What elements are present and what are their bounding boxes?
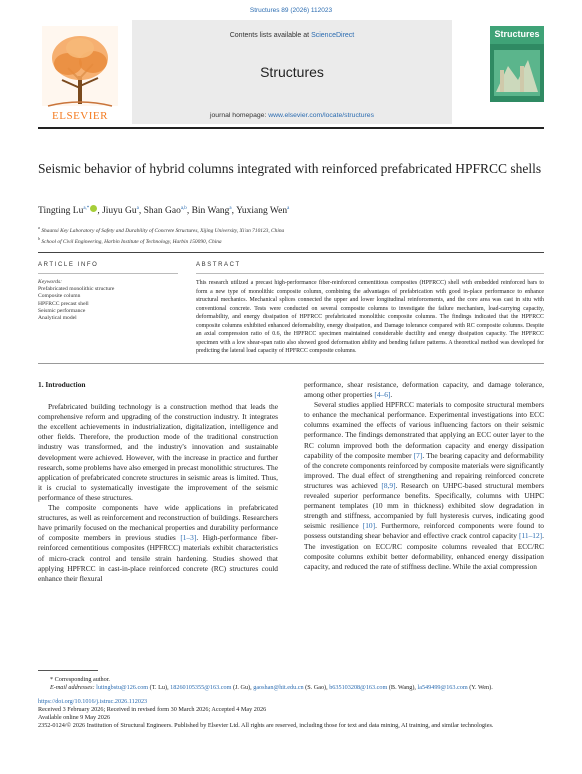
doi-link[interactable]: https://doi.org/10.1016/j.istruc.2026.112023 [38, 698, 148, 705]
author[interactable] [144, 206, 187, 216]
elsevier-wordmark: ELSEVIER [52, 110, 108, 122]
journal-reference[interactable]: Structures 89 (2026) 112023 [249, 7, 333, 14]
affiliation-label: b [38, 235, 40, 241]
email-link[interactable]: b635103208@163.com [329, 684, 388, 691]
author-affiliation-mark[interactable]: a [229, 205, 232, 211]
citation-link[interactable]: [7] [413, 450, 423, 460]
affiliation-text: Shaanxi Key Laboratory of Safety and Durability of Concrete Structures, Xijing University, Xi'an 710123, China [41, 227, 285, 234]
author-name: Shan Gao [143, 206, 181, 216]
paragraph-text: . Furthermore, reinforced components were found to possess outstanding shear behavior and effective crack control capacity [304, 521, 544, 541]
citation-link[interactable]: [10] [362, 521, 376, 531]
citation-link[interactable]: [4–6] [374, 390, 391, 400]
abstract-rule [196, 273, 544, 274]
affiliation-item [38, 235, 544, 246]
abstract-bottom-rule [38, 363, 544, 364]
paragraph-text: . [390, 390, 393, 400]
affiliation-text: School of Civil Engineering, Harbin Institute of Technology, Harbin 150090, China [41, 238, 222, 245]
article-info-rule [38, 273, 178, 274]
contents-prefix: Contents lists available at [229, 32, 312, 39]
author-name: Tingting Lu [38, 206, 84, 216]
email-owner: (Y. Wen). [467, 684, 493, 691]
abstract-text: This research utilized a precast high-performance fiber-reinforced cementitious composites (HPFRCC) shell with embedded reinforced bars to form a new type of monolithic composite column, combining the advantages of prefabrication with good in-place performance to enhance structural mechanics. Mechanical splices connected the upper and lower longitudinal reinforcements, and the core area was cast in situ with conventional concrete. Tests were conducted on several composite columns to investigate the failure mechanism, load-carrying capacity, deformability, and energy dissipation of HPFRCC prefabricated monolithic composite columns. The findings indicated that the HPFRCC composite columns exhibited enhanced deformability, energy dissipation, and Damage tolerance compared with RC composite columns. Despite an axial compression ratio of 0.6, the HPFRCC specimen maintained considerable ductility and energy dissipation capacity. The HPFRCC specimen with a low shear-span ratio also showed good deformation ability and bending failure patterns. A theoretical method was developed for predicting the lateral load capacity of HPFRCC composite columns. [196, 280, 544, 354]
paragraph-text: Several studies applied HPFRCC materials to composite structural members to enhance the mechanical performance. Experimental investigations into ECC columns examined the effects of various influencing factors on their seismic performance. The findings demonstrated that applying an ECC outer layer to the RC column improved both the deformation capacity and energy dissipation capability of the composite member [304, 400, 544, 460]
orcid-icon[interactable] [90, 205, 97, 212]
author-affiliation-mark[interactable]: a [287, 205, 290, 211]
affiliations [38, 224, 544, 246]
paragraph-text: . High-performance fiber-reinforced cementitious composites (HPFRCC) materials exhibit characteristics of micro-crack control and tensile strain hardening. Studies showed that applying HPFRCC in cast-in-place reinforced concrete (RC) structures could enhance their flexural [38, 533, 279, 583]
contents-box [132, 20, 452, 124]
paragraph-text: . Research on UHPC-based structural members revealed superior performance benefits. Specifically, columns with UHPC permanent templates (10 mm in thickness) exhibited slow degradation in strength and stiffness, accompanied by full hysteresis curves, indicating good seismic resilience [304, 480, 544, 531]
cover-title: Structures [494, 29, 540, 39]
affiliation-rule [38, 252, 544, 253]
citation-link[interactable]: [11–12] [519, 531, 543, 541]
author[interactable] [192, 206, 232, 216]
citation-link[interactable]: [8,9] [381, 480, 396, 490]
email-owner: (J. Gu), [231, 684, 254, 691]
email-link[interactable]: la549499@163.com [417, 684, 468, 691]
journal-name: Structures [260, 64, 324, 80]
affiliation-label: a [38, 225, 40, 230]
email-owner: (T. Lu), [148, 684, 171, 691]
paragraph [304, 400, 544, 572]
available-online: Available online 9 May 2026 [38, 714, 111, 721]
footnote-rule [38, 670, 98, 671]
journal-header [38, 20, 544, 124]
author-name: Bin Wang [191, 206, 230, 216]
email-owner: (S. Gao), [303, 684, 330, 691]
paragraph: Prefabricated building technology is a construction method that leads the comprehensive reform and upgrading of the construction industry. It integrates the excellent achievements in industrialization, digitalization, intelligence and other fields. Therefore, the production mode of the traditional construction industry was transformed, and the industry's innovation and sustainable development were achieved. However, with the increase in practice and further research, some problems have also emerged in precast monolithic structures. The application of prefabricated concrete structures in seismic areas is limited. Thus, it is crucial to systematically investigate the improvement of the seismic performance of these structures. [38, 402, 278, 502]
abstract-heading: ABSTRACT [196, 262, 241, 268]
article-info-heading: ARTICLE INFO [38, 262, 99, 268]
body-column-right [304, 380, 544, 572]
journal-cover[interactable] [490, 26, 544, 102]
author-name: Jiuyu Gu [102, 206, 137, 216]
keyword-item[interactable]: HPFRCC precast shell [38, 300, 89, 307]
email-owner: (B. Wang), [387, 684, 418, 691]
journal-homepage-line [132, 112, 452, 119]
email-label: E-mail addresses: [50, 684, 97, 691]
doi-line [38, 698, 544, 706]
keywords-block [38, 279, 178, 322]
author-affiliation-mark[interactable]: a,* [83, 205, 90, 211]
footnotes [38, 676, 544, 730]
author[interactable] [38, 206, 97, 216]
homepage-link[interactable]: www.elsevier.com/locate/structures [268, 112, 374, 119]
author-affiliation-mark[interactable]: a,b [180, 205, 187, 211]
homepage-prefix: journal homepage: [210, 112, 269, 119]
keywords-label: Keywords: [38, 279, 63, 285]
corresponding-author-note: * Corresponding author. [50, 676, 110, 683]
keyword-item[interactable]: Prefabricated monolithic structure [38, 286, 115, 293]
elsevier-tree-icon [38, 20, 122, 124]
section-heading: 1. Introduction [38, 380, 86, 389]
header-rule [38, 127, 544, 129]
keyword-item[interactable]: Analytical model [38, 315, 77, 322]
citation-link[interactable]: [1–3] [180, 533, 197, 543]
paragraph-text: . The investigation on ECC/RC composite columns revealed that ECC/RC composite columns exhibit better deformability, enhanced energy dissipation capacity, and reduced the rate of stiffness decline. While the axial compression [304, 531, 544, 571]
elsevier-logo[interactable] [38, 20, 122, 124]
email-link[interactable]: lutingbstu@126.com [96, 684, 149, 691]
body-column-left [38, 380, 278, 584]
sciencedirect-link[interactable]: ScienceDirect [311, 32, 355, 39]
copyright-notice: 2352-0124/© 2026 Institution of Structural Engineers. Published by Elsevier Ltd. All rights are reserved, including those for text and data mining, AI training, and similar technologies. [38, 722, 494, 729]
paragraph-text: . The bearing capacity and deformability of the concrete components reinforced by composite materials were significantly improved. The dual effect of strengthening and repairing reinforced concrete structures was achieved [304, 450, 544, 490]
author-name: Yuxiang Wen [236, 206, 288, 216]
keyword-item[interactable]: Seismic performance [38, 307, 86, 314]
paragraph-text: performance, shear resistance, deformation capacity, and damage tolerance, among other properties [304, 380, 544, 400]
affiliation-item [38, 224, 544, 235]
paragraph [304, 380, 544, 400]
author[interactable] [102, 206, 139, 216]
email-addresses [38, 684, 544, 692]
author[interactable] [236, 206, 289, 216]
paragraph-text: The composite components have wide applications in prefabricated structures, as well as reinforcement and reconstruction of buildings. Researchers have primarily focused on the mechanical properties and durability performance of composite members in previous studies [38, 503, 278, 543]
email-link[interactable]: 18260105355@163.com [170, 684, 232, 691]
contents-available-line [132, 32, 452, 39]
author-affiliation-mark[interactable]: a [136, 205, 139, 211]
email-link[interactable]: gaoshan@hit.edu.cn [253, 684, 304, 691]
article-title: Seismic behavior of hybrid columns integrated with reinforced prefabricated HPFRCC shells [38, 161, 542, 176]
received-dates: Received 3 February 2026; Received in revised form 30 March 2026; Accepted 4 May 2026 [38, 706, 267, 713]
paragraph [38, 503, 278, 584]
author-list: Tingting $Lu^{a,*}$ , Jiuyu Gu$^a$, Shan Gao$^{a,b}$, Bin Wang$^a$, Yuxiang Wen$^a$ [38, 205, 290, 216]
keyword-item[interactable]: Composite column [38, 293, 81, 300]
